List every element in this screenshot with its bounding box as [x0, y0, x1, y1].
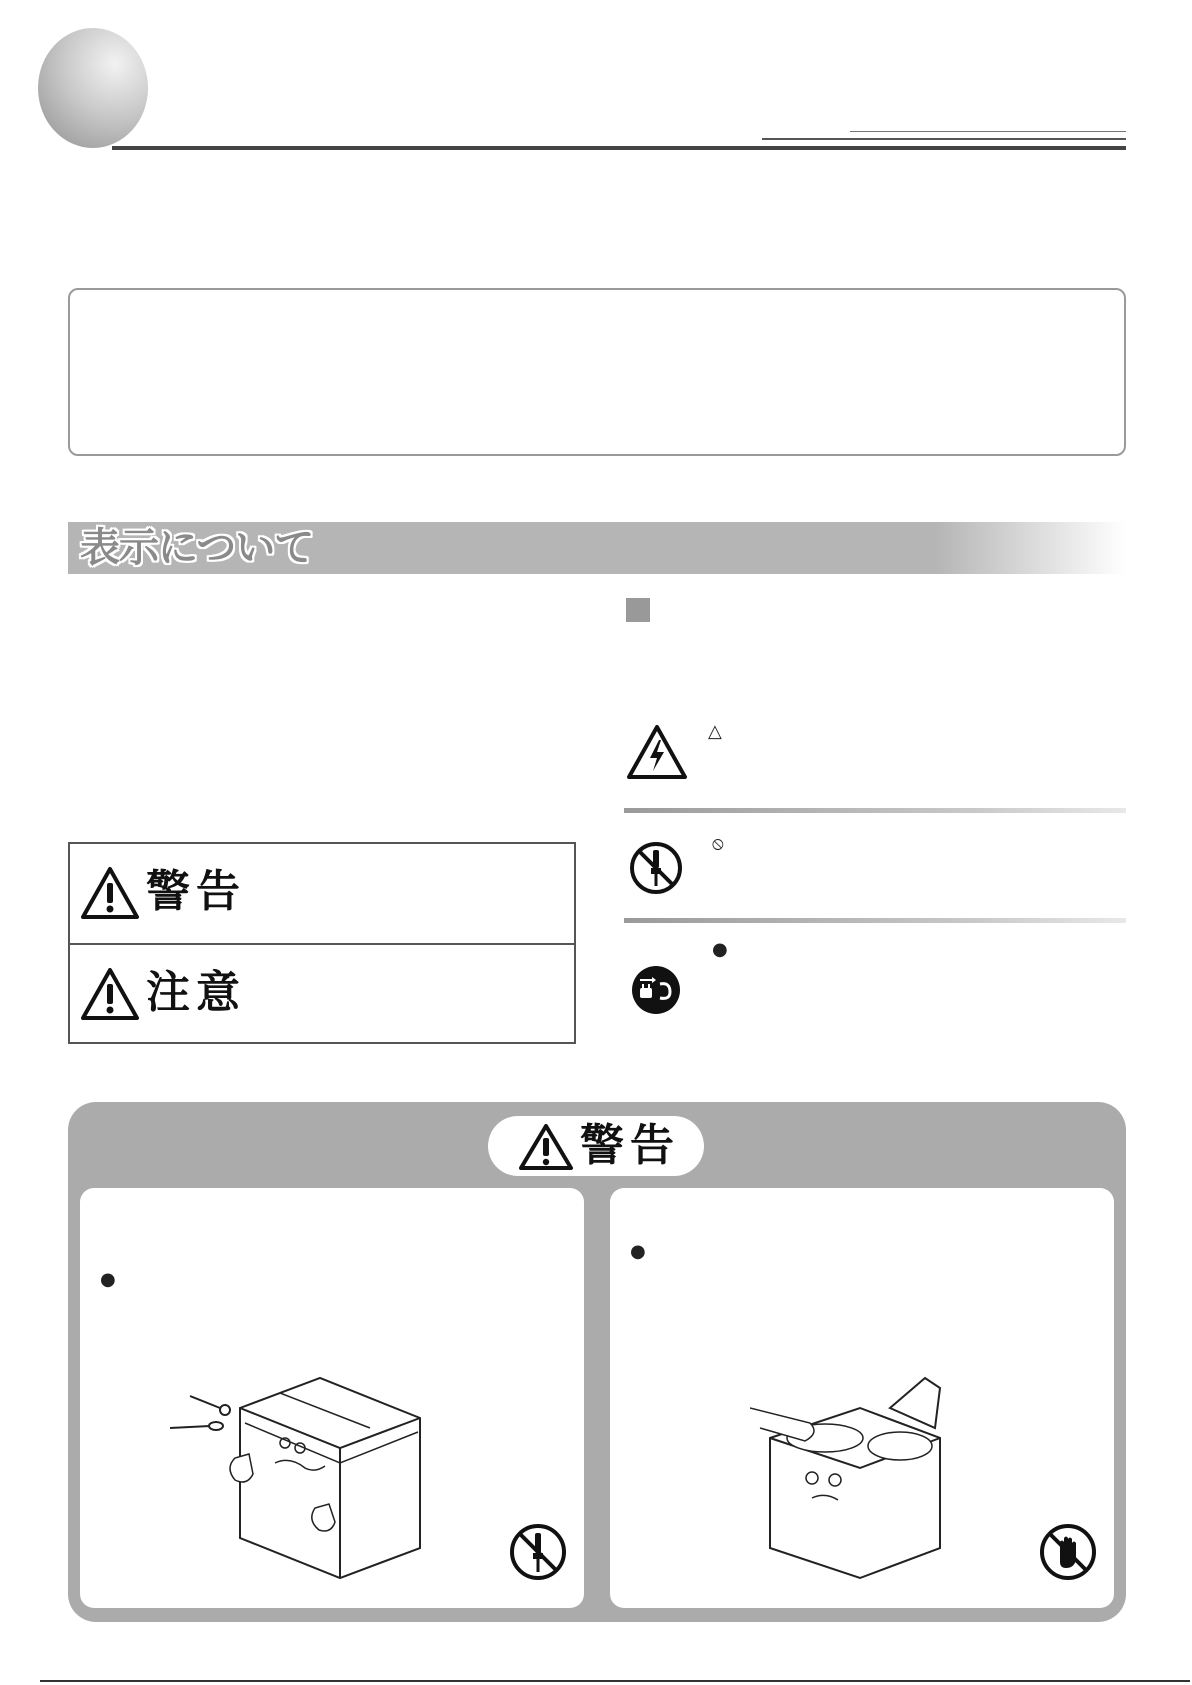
signal-row-caution: [70, 943, 574, 1042]
washer-disassembly-illustration: [170, 1368, 440, 1588]
unplug-icon: [630, 964, 682, 1016]
intro-notice-box: [68, 288, 1126, 456]
divider-1: [624, 808, 1126, 813]
triangle-glyph: △: [708, 721, 722, 742]
header-rule-thin: [850, 131, 1126, 132]
signal-row-warning: [70, 844, 574, 943]
divider-2: [624, 918, 1126, 923]
signal-label-caution: 注意: [146, 967, 246, 1018]
washer-hand-illustration: [750, 1368, 980, 1588]
no-disassembly-icon: [508, 1522, 568, 1582]
section-title: 表示について: [80, 525, 314, 571]
header-circle-ornament: [38, 28, 148, 148]
card-bullet: ●: [100, 1269, 116, 1290]
no-touch-icon: [1038, 1522, 1098, 1582]
footer-rule: [40, 1680, 1190, 1682]
electric-shock-icon: [626, 724, 688, 780]
no-disassembly-icon: [628, 840, 684, 896]
signal-word-table: [68, 842, 576, 1044]
subsection-square-marker: [626, 598, 650, 622]
warning-triangle-icon: [518, 1123, 574, 1171]
header-rule-medium: [762, 138, 1126, 140]
caution-triangle-icon: [80, 967, 140, 1021]
prohibit-glyph: ⦸: [712, 833, 724, 854]
header-rule-main: [112, 146, 1126, 150]
warning-card-right: [610, 1188, 1114, 1608]
card-bullet: ●: [630, 1241, 646, 1262]
warning-panel-header: [488, 1116, 704, 1176]
instruct-glyph: ●: [712, 939, 728, 960]
warning-panel-label: 警告: [580, 1120, 680, 1171]
signal-label-warning: 警告: [146, 866, 246, 917]
warning-card-left: [80, 1188, 584, 1608]
warning-triangle-icon: [80, 866, 140, 920]
